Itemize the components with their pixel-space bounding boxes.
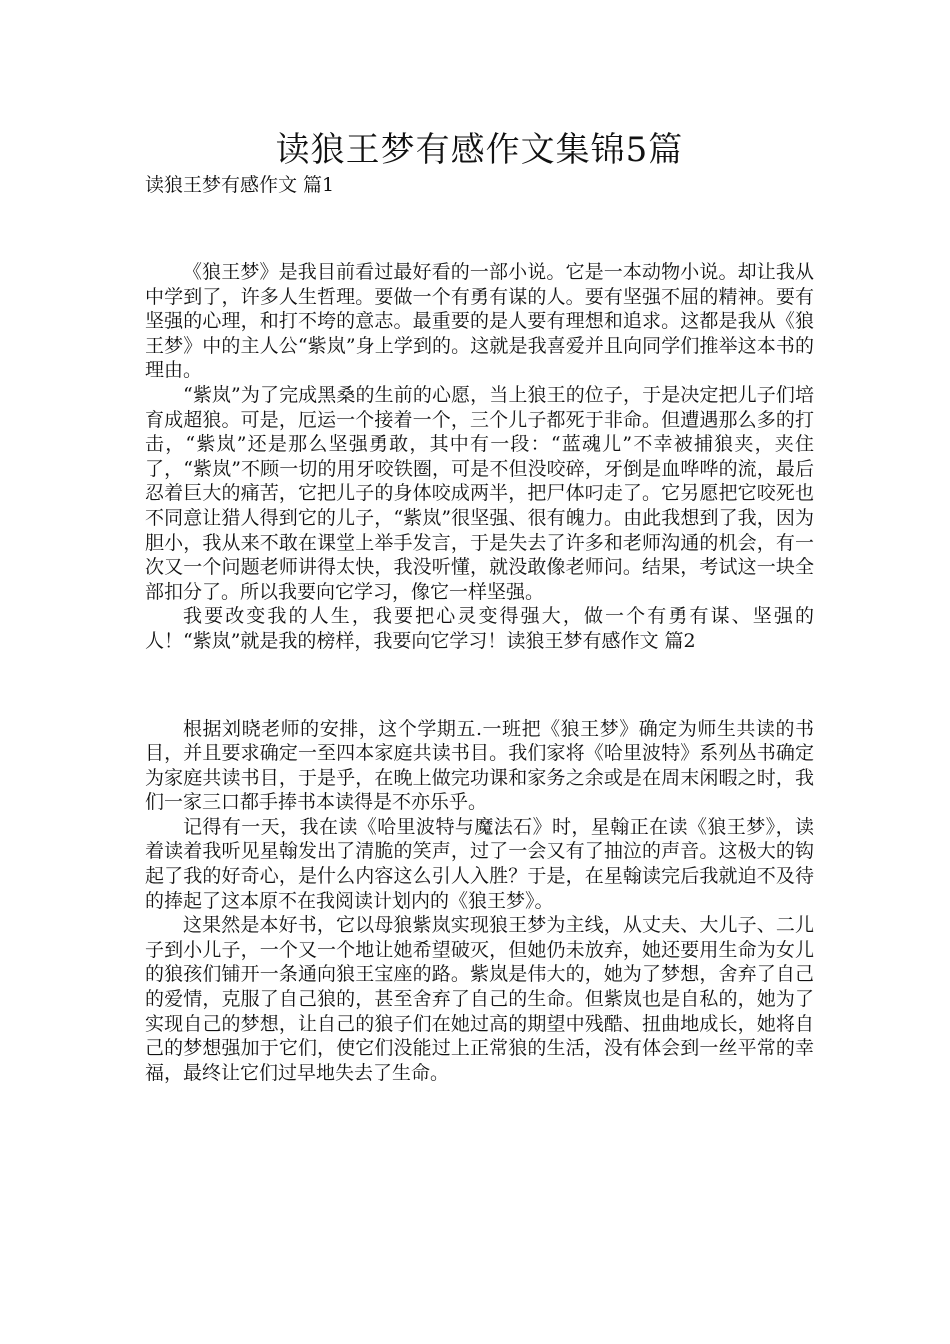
document-title: 读狼王梦有感作文集锦5篇 <box>275 130 684 170</box>
section-spacing-2 <box>145 654 814 717</box>
section-spacing-1 <box>145 198 814 260</box>
essay-1-paragraph-2: “紫岚”为了完成黑桑的生前的心愿，当上狼王的位子，于是决定把儿子们培育成超狼。可是，厄运一个接着一个，三个儿子都死于非命。但遭遇那么多的打击，“紫岚”还是那么坚强勇敢，其中有一段：“蓝魂儿”不幸被捕狼夹，夹住了，“紫岚”不顾一切的用牙咬铁圈，可是不但没咬碎，牙倒是血哗哗的流，最后忍着巨大的痛苦，它把儿子的身体咬成两半，把尸体叼走了。它另愿把它咬死也不同意让猎人得到它的儿子，“紫岚”很坚强、很有魄力。由此我想到了我，因为胆小，我从来不敢在课堂上举手发言，于是失去了许多和老师沟通的机会，有一次又一个问题老师讲得太快，我没听懂，就没敢像老师问。结果，考试这一块全部扣分了。所以我要向它学习，像它一样坚强。 <box>145 383 814 603</box>
essay-2 <box>145 717 814 1086</box>
section-heading-1: 读狼王梦有感作文 篇1 <box>145 174 335 196</box>
essay-2-paragraph-2: 记得有一天，我在读《哈里波特与魔法石》时，星翰正在读《狼王梦》，读着读着我听见星翰发出了清脆的笑声，过了一会又有了抽泣的声音。这极大的钩起了我的好奇心，是什么内容这么引人入胜？于是，在星翰读完后我就迫不及待的捧起了这本原不在我阅读计划内的《狼王梦》。 <box>145 815 814 912</box>
essay-2-paragraph-3: 这果然是本好书，它以母狼紫岚实现狼王梦为主线，从丈夫、大儿子、二儿子到小儿子，一个又一个地让她希望破灭，但她仍未放弃，她还要用生命为女儿的狼孩们铺开一条通向狼王宝座的路。紫岚是伟大的，她为了梦想，舍弃了自己的爱情，克服了自己狼的，甚至舍弃了自己的生命。但紫岚也是自私的，她为了实现自己的梦想，让自己的狼子们在她过高的期望中残酷、扭曲地成长，她将自己的梦想强加于它们，使它们没能过上正常狼的生活，没有体会到一丝平常的幸福，最终让它们过早地失去了生命。 <box>145 914 814 1084</box>
essay-2-paragraph-1: 根据刘晓老师的安排，这个学期五.一班把《狼王梦》确定为师生共读的书目，并且要求确定一至四本家庭共读书目。我们家将《哈里波特》系列丛书确定为家庭共读书目，于是乎，在晚上做完功课和家务之余或是在周末闲暇之时，我们一家三口都手捧书本读得是不亦乐乎。 <box>145 717 814 814</box>
essay-1 <box>145 260 814 654</box>
essay-1-paragraph-3-text: 我要改变我的人生，我要把心灵变得强大，做一个有勇有谋、坚强的人！“紫岚”就是我的榜样，我要向它学习！ <box>145 605 814 652</box>
section-heading-2: 读狼王梦有感作文 篇2 <box>506 629 696 652</box>
essay-1-paragraph-3 <box>145 604 814 653</box>
essay-1-paragraph-1: 《狼王梦》是我目前看过最好看的一部小说。它是一本动物小说。却让我从中学到了，许多人生哲理。要做一个有勇有谋的人。要有坚强不屈的精神。要有坚强的心理，和打不垮的意志。最重要的是人要有理想和追求。这都是我从《狼王梦》中的主人公“紫岚”身上学到的。这就是我喜爱并且向同学们推举这本书的理由。 <box>145 261 814 382</box>
